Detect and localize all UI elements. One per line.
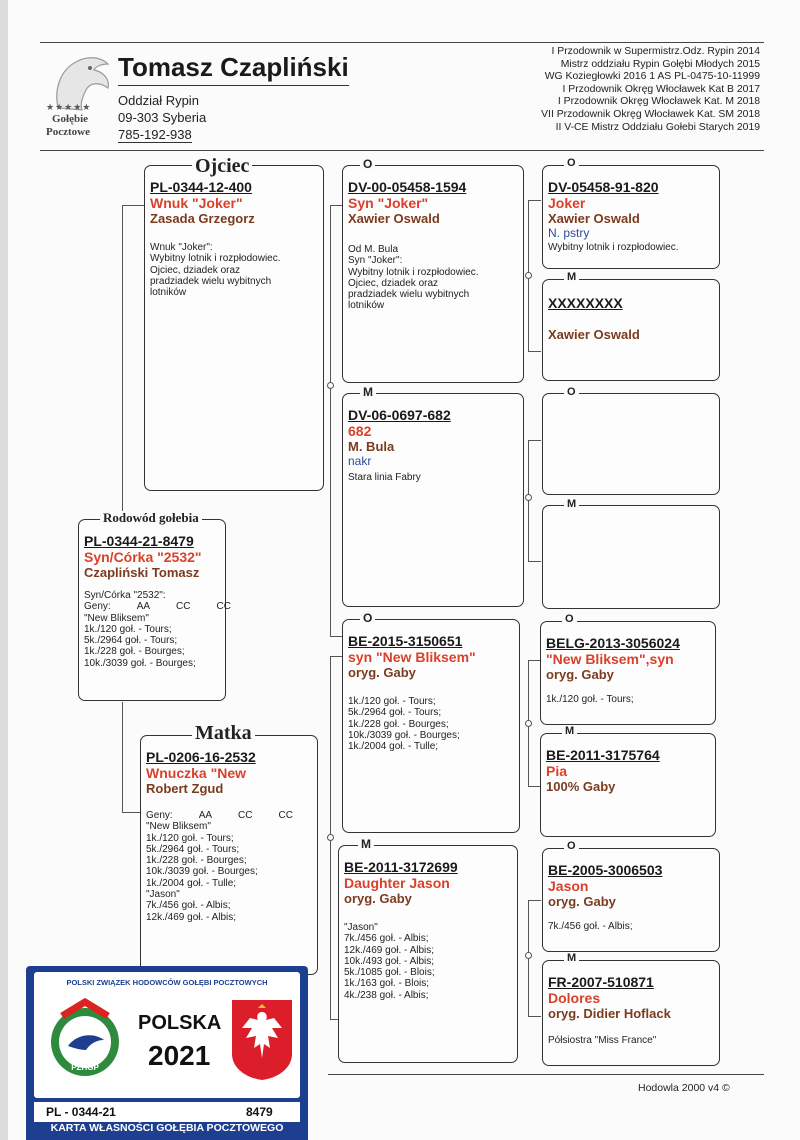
subject-notes [84, 590, 231, 669]
mother-breeder: Robert Zgud [146, 781, 224, 796]
note-line: Wnuk "Joker": [150, 242, 213, 253]
mmf-card [542, 848, 720, 952]
achievement: II V-CE Mistrz Oddziału Gołebi Starych 2019 [555, 121, 760, 133]
mm-name: Daughter Jason [344, 875, 450, 891]
mmf-name: Jason [548, 878, 589, 894]
note-line: 1k./120 goł. - Tours; [348, 696, 436, 707]
top-rule [40, 42, 764, 43]
note-line: 1k./228 goł. - Bourges; [84, 646, 185, 658]
note-line: 10k./493 goł. - Albis; [344, 955, 435, 967]
achievement: I Przodownik Okręg Włocławek Kat. M 2018 [557, 96, 760, 108]
fff-name: Joker [548, 195, 586, 211]
mf-notes [348, 696, 514, 752]
mmm-card [542, 960, 720, 1066]
mmm-header: M [564, 953, 579, 964]
father-header: Ojciec [192, 156, 252, 176]
ff-breeder: Xawier Oswald [348, 211, 440, 226]
logo-text-1: Gołębie [52, 113, 89, 125]
achievement: VII Przodownik Okręg Włocławek Kat. SM 2018 [541, 108, 760, 120]
mmm-name: Dolores [548, 990, 601, 1006]
gene: CC [278, 810, 293, 821]
header-bottom-rule [40, 150, 764, 151]
note-line: Wybitny lotnik i rozpłodowiec. [150, 253, 281, 265]
note-line: 7k./456 goł. - Albis; [548, 921, 633, 932]
connector-subject-mother [122, 702, 141, 813]
note-line: 1k./228 goł. - Bourges; [146, 855, 247, 867]
note-line: 1k./2004 goł. - Tulle; [146, 877, 237, 889]
subject-name: Syn/Córka "2532" [84, 549, 202, 565]
subject-header: Rodowód gołebia [100, 511, 202, 524]
mff-header: O [562, 614, 577, 625]
mmf-header: O [564, 841, 579, 852]
card-ring-left: PL - 0344-21 [46, 1105, 116, 1119]
pigeon-logo [46, 50, 116, 142]
mff-card [540, 621, 716, 725]
genes-row [146, 810, 312, 821]
gene: CC [216, 601, 231, 613]
mmm-breeder: oryg. Didier Hoflack [548, 1006, 671, 1021]
fff-breeder: Xawier Oswald [548, 211, 640, 226]
note-line: 1k./120 goł. - Tours; [546, 694, 634, 705]
note-line: 1k./120 goł. - Tours; [146, 832, 234, 844]
ff-header: O [360, 158, 375, 170]
note-line: 12k./469 goł. - Albis; [146, 911, 237, 923]
connector-dot [525, 952, 532, 959]
logo-stars: ★★★★★ [46, 102, 92, 112]
mfm-name: Pia [546, 763, 568, 779]
note-line: Ojciec, dziadek oraz [150, 264, 241, 276]
card-ring-strip [34, 1102, 300, 1122]
father-breeder: Zasada Grzegorz [150, 211, 255, 226]
mfm-header: M [562, 726, 577, 737]
father-card [144, 165, 324, 491]
footer-rule [328, 1074, 764, 1075]
mfm-ring: BE-2011-3175764 [546, 747, 660, 763]
fm-color: nakr [348, 454, 372, 468]
note-line: 7k./456 goł. - Albis; [344, 933, 429, 945]
eagle-emblem [230, 998, 294, 1082]
note-line: Ojciec, dziadek oraz [348, 277, 439, 289]
mff-notes [546, 694, 710, 705]
note-line: 5k./2964 goł. - Tours; [348, 707, 442, 719]
note-line: Syn "Joker": [348, 255, 403, 267]
ownership-card [26, 966, 308, 1140]
fmf-card [542, 393, 720, 495]
connector-dot [525, 494, 532, 501]
fm-card [342, 393, 524, 607]
division: Oddział Rypin [118, 93, 199, 108]
fm-ring: DV-06-0697-682 [348, 407, 451, 423]
note-line: 5k./2964 goł. - Tours; [146, 843, 240, 855]
mf-ring: BE-2015-3150651 [348, 633, 463, 649]
genes-label: Geny: [84, 601, 111, 613]
fff-notes [548, 242, 714, 253]
mfm-card [540, 733, 716, 837]
note-line: 5k./1085 goł. - Blois; [344, 967, 435, 979]
mf-breeder: oryg. Gaby [348, 665, 416, 680]
note-line: Syn/Córka "2532": [84, 590, 166, 601]
card-country: POLSKA [138, 1012, 222, 1034]
note-line: Półsiostra "Miss France" [548, 1035, 657, 1046]
ffm-header: M [564, 272, 579, 283]
mff-breeder: oryg. Gaby [546, 667, 614, 682]
note-line: 1k./120 goł. - Tours; [84, 623, 172, 635]
white-eagle-icon [230, 998, 294, 1082]
fff-color: N. pstry [548, 226, 590, 240]
mm-card [338, 845, 518, 1063]
achievement: WG Koziegłowki 2016 1 AS PL-0475-10-11999 [544, 71, 760, 83]
achievements-list [541, 46, 760, 134]
note-line: 5k./2964 goł. - Tours; [84, 635, 178, 647]
note-line: 10k./3039 goł. - Bourges; [84, 657, 196, 669]
address: 09-303 Syberia [118, 110, 207, 125]
note-line: Wybitny lotnik i rozpłodowiec. [548, 242, 679, 253]
pzhgp-logo [42, 994, 128, 1084]
connector-dot [327, 382, 334, 389]
genes-row [84, 601, 231, 613]
card-org: POLSKI ZWIĄZEK HODOWCÓW GOŁĘBI POCZTOWYCH [66, 978, 268, 987]
father-notes [150, 242, 318, 298]
note-line: 7k./456 goł. - Albis; [146, 900, 231, 912]
note-line: Wybitny lotnik i rozpłodowiec. [348, 266, 479, 278]
logo-text-2: Pocztowe [46, 126, 90, 138]
fm-name: 682 [348, 423, 372, 439]
subject-card [78, 519, 231, 701]
mmm-ring: FR-2007-510871 [548, 974, 654, 990]
mf-header: O [360, 612, 375, 624]
fmm-card [542, 505, 720, 609]
fff-header: O [564, 158, 579, 169]
fmm-header: M [564, 499, 579, 510]
software-credit: Hodowla 2000 v4 © [638, 1082, 730, 1094]
note-line: 10k./3039 goł. - Bourges; [348, 729, 460, 741]
fmf-header: O [564, 387, 579, 398]
gene: AA [136, 601, 151, 613]
father-name: Wnuk "Joker" [150, 195, 243, 211]
fff-ring: DV-05458-91-820 [548, 179, 659, 195]
mfm-breeder: 100% Gaby [546, 779, 616, 794]
note-line: pradziadek wielu wybitnych [150, 275, 272, 287]
mmf-breeder: oryg. Gaby [548, 894, 616, 909]
note-line: 1k./2004 goł. - Tulle; [348, 741, 439, 753]
ffm-card [542, 279, 720, 381]
card-year: 2021 [148, 1040, 211, 1071]
achievement: Mistrz oddziału Rypin Gołębi Młodych 2015 [560, 58, 760, 70]
mm-breeder: oryg. Gaby [344, 891, 412, 906]
connector-dot [525, 720, 532, 727]
svg-text:PZHGP: PZHGP [71, 1063, 99, 1072]
mm-ring: BE-2011-3172699 [344, 859, 458, 875]
mmm-notes [548, 1035, 714, 1046]
card-face [34, 972, 300, 1098]
father-ring: PL-0344-12-400 [150, 179, 252, 195]
note-line: 12k./469 goł. - Albis; [344, 944, 435, 956]
mmf-notes [548, 921, 714, 932]
mother-notes [146, 810, 312, 923]
connector-dot [525, 272, 532, 279]
gene: CC [238, 810, 253, 821]
phone: 785-192-938 [118, 127, 192, 142]
subject-breeder: Czapliński Tomasz [84, 565, 200, 580]
mother-header: Matka [192, 723, 255, 743]
note-line: "New Bliksem" [84, 612, 149, 624]
subject-ring: PL-0344-21-8479 [84, 533, 194, 549]
note-line: "Jason" [146, 889, 180, 901]
genes-label: Geny: [146, 810, 173, 821]
note-line: 1k./163 goł. - Blois; [344, 978, 430, 990]
mf-card [342, 619, 520, 833]
fff-card [542, 165, 720, 269]
ffm-breeder: Xawier Oswald [548, 327, 640, 342]
pzhgp-emblem-icon [42, 994, 128, 1084]
breeder-name: Tomasz Czapliński [118, 52, 349, 86]
card-title: KARTA WŁASNOŚCI GOŁĘBIA POCZTOWEGO [50, 1122, 284, 1134]
note-line: 10k./3039 goł. - Bourges; [146, 866, 258, 878]
ff-notes [348, 244, 518, 312]
fm-breeder: M. Bula [348, 439, 395, 454]
mm-header: M [358, 838, 374, 850]
fm-header: M [360, 386, 376, 398]
note-line: lotników [150, 287, 187, 299]
note-line: 1k./228 goł. - Bourges; [348, 718, 449, 730]
mother-card [140, 735, 318, 975]
mother-name: Wnuczka "New [146, 765, 246, 781]
note-line: lotników [348, 300, 385, 312]
achievement: I Przodownik w Supermistrz.Odz. Rypin 2014 [551, 46, 760, 57]
mm-notes [344, 922, 512, 1001]
connector-subject-father [122, 205, 145, 518]
note-line: 4k./238 goł. - Albis; [344, 989, 429, 1001]
achievement: I Przodownik Okręg Włocławek Kat B 2017 [562, 83, 760, 95]
card-ring-right: 8479 [246, 1105, 273, 1119]
mff-ring: BELG-2013-3056024 [546, 635, 680, 651]
gene: CC [176, 601, 191, 613]
mff-name: "New Bliksem",syn [546, 651, 674, 667]
ff-name: Syn "Joker" [348, 195, 429, 211]
note-line: Stara linia Fabry [348, 472, 421, 483]
ffm-ring: XXXXXXXX [548, 295, 623, 311]
ff-card [342, 165, 524, 383]
ff-ring: DV-00-05458-1594 [348, 179, 467, 195]
note-line: Od M. Bula [348, 244, 399, 255]
mmf-ring: BE-2005-3006503 [548, 862, 663, 878]
mf-name: syn "New Bliksem" [348, 649, 476, 665]
fm-notes [348, 472, 518, 483]
connector-fm-parents [528, 440, 541, 562]
connector-dot [327, 834, 334, 841]
mother-ring: PL-0206-16-2532 [146, 749, 256, 765]
note-line: "New Bliksem" [146, 821, 211, 833]
gene: AA [198, 810, 213, 821]
note-line: pradziadek wielu wybitnych [348, 289, 470, 301]
note-line: "Jason" [344, 922, 378, 933]
